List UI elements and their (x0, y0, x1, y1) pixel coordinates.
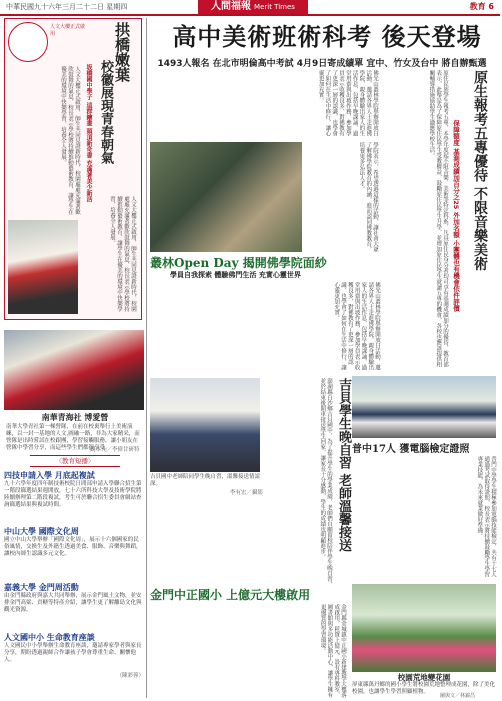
center-top-body: 佛光山叢林學院舉辦開放日活動，邀請各界人士走進佛學院，親身體驗出家人的生活作息，包括早晚課誦、過堂用齋與出坡作務，參加學員表示收穫良多，對佛教有了更深一層的認識，也學會了如何在生活中修行，讓心靈更加充實。 (317, 70, 378, 136)
news-item (4, 470, 144, 523)
main-headline: 高中美術班術科考 後天登場 (172, 22, 482, 51)
right-body: 普門中學學生積極參加電腦技能檢定，共有十七人通過考試取得證照，校長表示將持續鼓勵學生學習專業技能，為未來就業做好準備。 (476, 456, 496, 577)
center-photo-signature: 李有宏／攝影 (230, 490, 264, 496)
main-subhead: 1493人報名 在北市明倫高中考試 4月9日寄成績單 宜中、竹女及台中 將自辦甄選 (157, 59, 487, 69)
news-item-body: 九十六學年度四年制技術校院日間部申請入學聯合招生第一階段篩選結果週開放，七十六所科技大學及技術學院將陸續辦理第二階段複試，考生可於聯合招生委員會網站查詢篩選結果與複試時間。 (4, 481, 142, 508)
mid-headline: 吉貝學生晚自習 老師溫馨接送 (336, 378, 351, 552)
bottom-headline: 金門中正國小 上億元大樓啟用 (150, 588, 311, 602)
masthead-logo (198, 0, 308, 14)
mid-body: 澎湖縣白沙鄉吉貝國中，為了提升學生的學業成績，老師們自願留校陪伴學生晚自習，並於結束後開車接送學生回家，讓家長十分感動，學生的成績也明顯進步。 (319, 378, 332, 587)
right-body-a: 原住民族學生報考五專，本學年度起不限音樂、美術等特定科系，凡具原住民身分者均可享有基測成績加分的優待，教育部表示，此舉是為了保障原住民學生受教權益，鼓勵原住民學生升學，並增加原住民學生就讀五專的機會，各校也應該提供相關輔導措施協助學生適應學校生活。 (428, 70, 448, 367)
center-subhead-2: 學員自我探索 體驗佛門生活 充實心靈世界 (170, 271, 301, 279)
news-item-body: 國立中山大學舉辦「國際文化周」，展示十六個國家的民俗風情，交換生及外籍生透過美食、服飾、音樂與舞蹈，讓校內師生認識多元文化。 (4, 537, 142, 557)
left-feature-body: 人文大樓正式啟用，師生共同見證新時代，校園處處充滿著歡欣鼓舞的氣息，校長表示學校將持續推動藝術教育，讓學生在優美的環境中快樂學習，培養全人發展。 (60, 66, 80, 215)
news-item (4, 582, 144, 629)
center-photo-caption: 吉貝國中老師陪同學生晚自習，溫馨接送情誼深。 (150, 474, 261, 487)
column-divider (146, 18, 147, 698)
center-subhead: 叢林Open Day 揭開佛學院面紗 (150, 256, 327, 270)
news-item (4, 526, 144, 579)
badge-text: 人文大樓正式啟用 (50, 24, 86, 37)
left-photo-camp (4, 330, 144, 410)
news-item-title: 嘉義大學 金門周活動 (4, 583, 79, 592)
issue-date: 中華民國九十六年三月二十二日 星期四 (6, 3, 128, 11)
center-body-b: 佛光山叢林學院舉辦開放日活動，邀請各界人士走進佛學院，親身體驗出家人的生活作息，包括早晚課誦、過堂用齋與出坡作務，參加學員表示收穫良多，對佛教有了更深一層的認識，也學會了如何在生活中修行，讓心靈更加充實。 (333, 282, 380, 370)
right-garden-photo (352, 584, 496, 672)
logo-en: Merit Times (254, 3, 295, 11)
left-feature-photo (8, 220, 78, 314)
school-emblem-icon (8, 22, 48, 62)
center-night-study-photo (150, 378, 260, 472)
news-item-title: 中山大學 國際文化周 (4, 527, 79, 536)
edu-brief-bar: 〈教育短播〉 (30, 455, 120, 467)
right-students-photo (352, 376, 496, 438)
bottom-body: 金門縣金城鎮中正國小新建教學大樓落成啟用，耗資上億元，設有專科教室、圖書館與多功能活動中心，讓學生擁有更優質的學習環境。 (319, 604, 346, 698)
center-group-photo (150, 142, 302, 252)
left-news-signature: （陳彩蓉） (116, 673, 144, 679)
garden-caption-title: 校園荒地變花園 (397, 673, 451, 682)
garden-caption: 屏東縣萬丹鄉的國小學生將校園荒地整理成花園，除了美化校園，也讓學生學習照顧植物。 (352, 682, 496, 695)
right-headline-sub: 保障額度 基測成績加百分之25 外加名額 小團體也有機會依件評價 (452, 120, 460, 312)
left-photo-signature: 觀本九／李偉甘研特 (90, 447, 140, 453)
top-bar (0, 0, 500, 16)
section-label: 教育 6 (469, 2, 494, 11)
news-item (4, 632, 144, 671)
left-photo-caption: 南華大學青社第一梯營隊，在前在校裏舉行上美術演練，以一封一基地的人文,圓融一路，非為大家精采，而營隊是出時嘗試在校跟團，學習接觸服務，讓小朋友在營隊中學習分享，而這些學生們都很享受。 (6, 424, 140, 451)
left-feature-subtitle: 坂橋國中學子 這群繪畫 頭頂新奇書 充滿著美少新活 (85, 64, 92, 203)
left-feature-title-2: 校徽展現青春朝氣 (98, 60, 113, 164)
logo-text: 人間福報 (211, 1, 252, 12)
news-item-body: 由金門縣政府與嘉大共同舉辦，展示金門風土文物，並安排金門高粱、貢糖等特產介紹，讓學生更了解離島文化與觀光資源。 (4, 593, 142, 613)
news-item-title: 人文國中小 生命教育座談 (4, 633, 95, 642)
left-feature-title-1: 拱橋嫩葉 (113, 22, 131, 82)
garden-signature: 圖與文／林錦昌 (440, 693, 476, 699)
news-item-body: 人文國民中小學舉辦生命教育座談，邀請專家學者與家長分享，期盼透過親師合作讓孩子學會尊重生命、關懷他人。 (4, 643, 142, 663)
news-item-title: 四技申請入學 月底起複試 (4, 471, 95, 480)
right-headline: 原生報考五專優待 不限音樂美術 (472, 70, 488, 271)
left-photo-title: 南華青海社 博愛營 (41, 413, 109, 422)
left-news-list (4, 470, 144, 679)
right-subhead: 普中17人 獲電腦檢定證照 (352, 444, 470, 455)
center-photo-side-text: 學院表示，希望透過這樣的活動，讓社會大眾了解佛學院教育的內涵，進而認同佛教教育，培養更多弘法人才。 (358, 142, 378, 252)
left-feature-body-2: 人文大樓正式啟用，師生共同見證新時代，校園處處充滿著歡欣鼓舞的氣息，校長表示學校將持續推動藝術教育，讓學生在優美的環境中快樂學習，培養全人發展。 (109, 196, 136, 312)
